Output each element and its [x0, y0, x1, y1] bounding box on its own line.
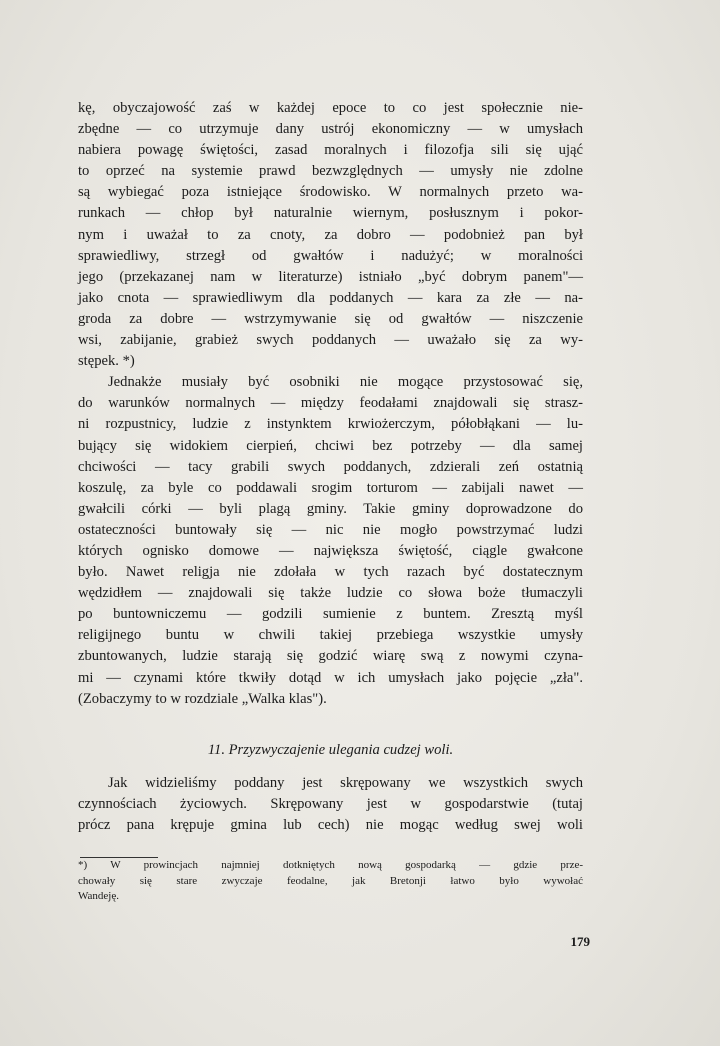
page-number: 179: [570, 934, 590, 949]
text-line: groda za dobre — wstrzymywanie się od gwałtów — niszczenie: [78, 310, 583, 327]
footnote-line: chowały się stare zwyczaje feodalne, jak Bretonji łatwo było wywołać: [78, 874, 583, 887]
text-line: chciwości — tacy grabili swych poddanych, zdzierali zeń ostatnią: [78, 458, 583, 475]
text-line: koszulę, za byle co poddawali srogim torturom — zabijali nawet —: [78, 479, 583, 496]
text-line: gwałcili córki — byli plagą gminy. Takie gminy doprowadzone do: [78, 500, 583, 517]
footnote-line: *) W prowincjach najmniej dotkniętych nową gospodarką — gdzie prze-: [78, 859, 583, 871]
section-heading: 11. Przyzwyczajenie ulegania cudzej woli.: [207, 742, 454, 758]
text-line: zbędne — co utrzymuje dany ustrój ekonomiczny — w umysłach: [78, 121, 583, 138]
text-line: (Zobaczymy to w rozdziale „Walka klas").: [78, 690, 327, 707]
text-line: są wybiegać poza istniejące środowisko. W normalnych przeto wa-: [78, 184, 583, 201]
text-line: kę, obyczajowość zaś w każdej epoce to co jest społecznie nie-: [78, 100, 583, 116]
text-line: nabiera powagę świętości, zasad moralnych i filozofja sili się ująć: [78, 142, 583, 159]
text-line: Jak widzieliśmy poddany jest skrępowany we wszystkich swych: [108, 775, 583, 791]
text-line: prócz pana krępuje gmina lub cech) nie mogąc według swej woli: [78, 817, 583, 834]
text-line: jego (przekazanej nam w literaturze) istniało „być dobrym panem"—: [78, 268, 583, 285]
main-text: [78, 98, 583, 710]
text-line: ostateczności buntowały się — nic nie mogło powstrzymać ludzi: [78, 521, 583, 538]
text-line: zbuntowanych, ludzie starają się godzić wiarę swą z nowymi czyna-: [78, 648, 583, 665]
text-line: runkach — chłop był naturalnie wiernym, posłusznym i pokor-: [78, 205, 583, 222]
text-line: nym i uważał to za cnoty, za dobro — podobnież pan był: [78, 226, 583, 243]
text-line: mi — czynami które tkwiły dotąd w ich umysłach jako pojęcie „zła".: [78, 669, 583, 686]
text-line: czynnościach życiowych. Skrępowany jest w gospodarstwie (tutaj: [78, 796, 583, 813]
text-line: stępek. *): [78, 353, 135, 370]
text-line: ni rozpustnicy, ludzie z instynktem krwiożerczym, półobłąkani — lu-: [78, 416, 583, 433]
text-line: Jednakże musiały być osobniki nie mogące przystosować się,: [108, 374, 583, 391]
text-line: których ognisko domowe — największa świętość, ciągle gwałcone: [78, 542, 583, 559]
text-line: wsi, zabijanie, grabież swych poddanych — uważało się za wy-: [78, 332, 583, 349]
footnote: [78, 858, 583, 905]
text-line: to oprzeć na systemie prawd bezwzględnych — umysły nie zdolne: [78, 163, 583, 180]
text-line: do warunków normalnych — między feodałami znajdowali się strasz-: [78, 395, 583, 412]
text-line: było. Nawet religja nie zdołała w tych razach być dostatecznym: [78, 564, 583, 581]
text-line: religijnego buntu w chwili takiej przebiega wszystkie umysły: [78, 627, 583, 644]
text-line: po buntowniczemu — godzili sumienie z buntem. Zresztą myśl: [78, 606, 583, 623]
text-line: jako cnota — sprawiedliwym dla poddanych — kara za złe — na-: [78, 289, 583, 306]
text-line: bujący się widokiem cierpień, chciwi bez potrzeby — dla samej: [78, 437, 583, 454]
footnote-line: Wandeję.: [78, 890, 119, 902]
text-line: sprawiedliwy, strzegł od gwałtów i nadużyć; w moralności: [78, 247, 583, 264]
main-text-continued: [78, 773, 583, 836]
text-line: wędzidłem — znajdowali się także ludzie co słowa boże tłumaczyli: [78, 585, 583, 602]
